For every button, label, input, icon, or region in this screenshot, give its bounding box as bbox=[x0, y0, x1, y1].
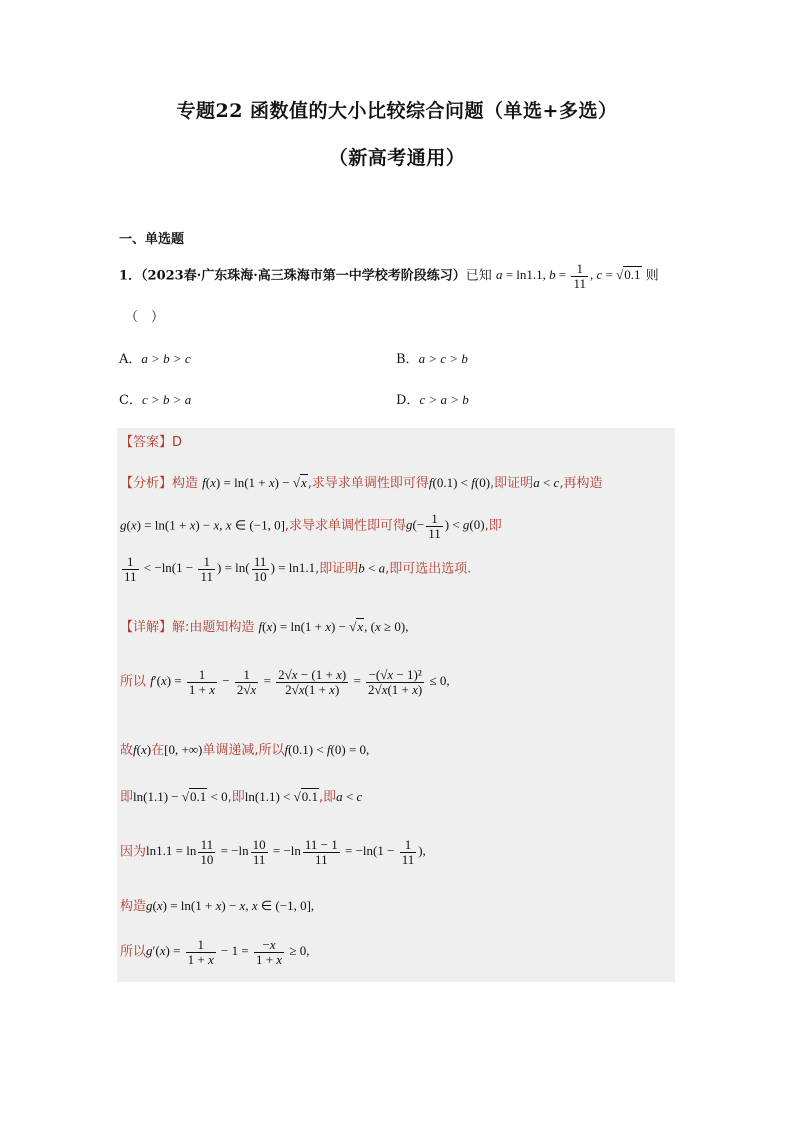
option-b-label: B． bbox=[396, 352, 419, 367]
solution-box bbox=[117, 428, 675, 982]
option-c-label: C． bbox=[119, 393, 142, 408]
option-b-text: a > c > b bbox=[418, 351, 468, 366]
document-title: 专题22 函数值的大小比较综合问题（单选+多选） bbox=[176, 100, 618, 122]
stem-suffix: 则 bbox=[645, 268, 659, 284]
analysis-text: 构造 bbox=[172, 476, 199, 491]
detail-line-7: 所以g′(x) = $\frac{1}{1 + x}$ − 1 = $\frac{-x}{1 + x}$ ≥ 0, bbox=[120, 937, 310, 967]
answer-blank: （ ） bbox=[125, 310, 165, 325]
option-b[interactable] bbox=[396, 348, 468, 367]
analysis-text: ,求导求单调性即可得 bbox=[307, 476, 429, 491]
question-source: （2023春·广东珠海·高三珠海市第一中学校考阶段练习） bbox=[141, 268, 466, 284]
detail-line-6: 构造g(x) = ln(1 + x) − x, x ∈ (−1, 0], bbox=[120, 898, 315, 914]
answer-line bbox=[120, 431, 182, 450]
detail-text: 即 bbox=[120, 790, 134, 805]
analysis-text: ,求导求单调性即可得 bbox=[284, 518, 407, 534]
detail-line-2: 所以 f′(x) = $\frac{1}{1 + x}$ − $\frac{1}{2√x}$ = $\frac{2√x - (1 + x)}{2√x(1 + x)}$ = $\frac{\text{−(√x − 1)²}}{2√x(1 + x)}$ ≤ 0, bbox=[120, 667, 450, 697]
detail-text: 故 bbox=[120, 743, 134, 758]
detail-text: 所以 bbox=[120, 944, 147, 960]
option-d-text: c > a > b bbox=[419, 392, 469, 407]
analysis-text: ,再构造 bbox=[559, 476, 603, 491]
detail-text: 在 bbox=[151, 743, 165, 758]
detail-text: 所以 bbox=[120, 674, 147, 690]
option-a-text: a > b > c bbox=[141, 351, 191, 366]
document-subtitle: （新高考通用） bbox=[328, 147, 466, 169]
detail-text: 解:由题知构造 bbox=[172, 620, 255, 635]
analysis-text: ,即 bbox=[484, 518, 502, 534]
option-a[interactable] bbox=[119, 348, 191, 367]
analysis-text: ,即证明 bbox=[490, 476, 534, 491]
detail-line-4: 即ln(1.1) − √ 0.1 < 0,即ln(1.1) < √ 0.1,即a < c bbox=[120, 786, 362, 805]
stem-math: a = ln1.1, b = $\frac{1}{11}$ , c = √ 0.1 bbox=[496, 267, 642, 282]
option-c[interactable] bbox=[119, 389, 191, 408]
section-heading: 一、单选题 bbox=[119, 232, 185, 247]
detail-line-5: 因为ln1.1 = ln $\frac{11}{10}$ = −ln $\frac{10}{11}$ = −ln $\frac{11 - 1}{11}$ = −ln(1 − $\frac{1}{11}$ ), bbox=[120, 837, 426, 867]
analysis-line-1: 【分析】构造 f(x) = ln(1 + x) − √ x,求导求单调性即可得f(0.1) < f(0),即证明a < c,再构造 bbox=[120, 472, 602, 491]
analysis-text: ,即可选出选项. bbox=[385, 561, 472, 577]
question-stem bbox=[119, 262, 679, 291]
stem-prefix: 已知 bbox=[465, 268, 492, 284]
option-d[interactable] bbox=[396, 389, 469, 408]
analysis-line-3: $\frac{1}{11}$ < −ln(1 − $\frac{1}{11}$ ) = ln( $\frac{11}{10}$ ) = ln1.1,即证明b < a,即可选出选项. bbox=[124, 554, 472, 584]
analysis-tag: 【分析】 bbox=[120, 476, 173, 491]
analysis-line-2: g(x) = ln(1 + x) − x, x ∈ (−1, 0],求导求单调性即可得g(− $\frac{1}{11}$ ) < g(0),即 bbox=[120, 511, 502, 541]
detail-text: ,即 bbox=[319, 790, 337, 805]
question-number: 1． bbox=[119, 268, 142, 284]
detail-tag: 【详解】 bbox=[120, 620, 173, 635]
detail-text: 因为 bbox=[120, 844, 147, 860]
option-d-label: D． bbox=[396, 393, 420, 408]
answer-value: D bbox=[172, 435, 183, 450]
answer-tag: 【答案】 bbox=[120, 435, 173, 450]
detail-line-3: 故f(x)在[0, +∞)单调递减,所以f(0.1) < f(0) = 0, bbox=[120, 742, 370, 758]
detail-line-1: 【详解】解:由题知构造 f(x) = ln(1 + x) − √ x, (x ≥ 0), bbox=[120, 616, 408, 635]
detail-text: ,即 bbox=[227, 790, 245, 805]
detail-text: 构造 bbox=[120, 899, 147, 914]
detail-text: 单调递减,所以 bbox=[202, 743, 285, 758]
option-a-label: A． bbox=[119, 352, 142, 367]
analysis-text: ,即证明 bbox=[315, 561, 359, 577]
option-c-text: c > b > a bbox=[141, 392, 192, 407]
